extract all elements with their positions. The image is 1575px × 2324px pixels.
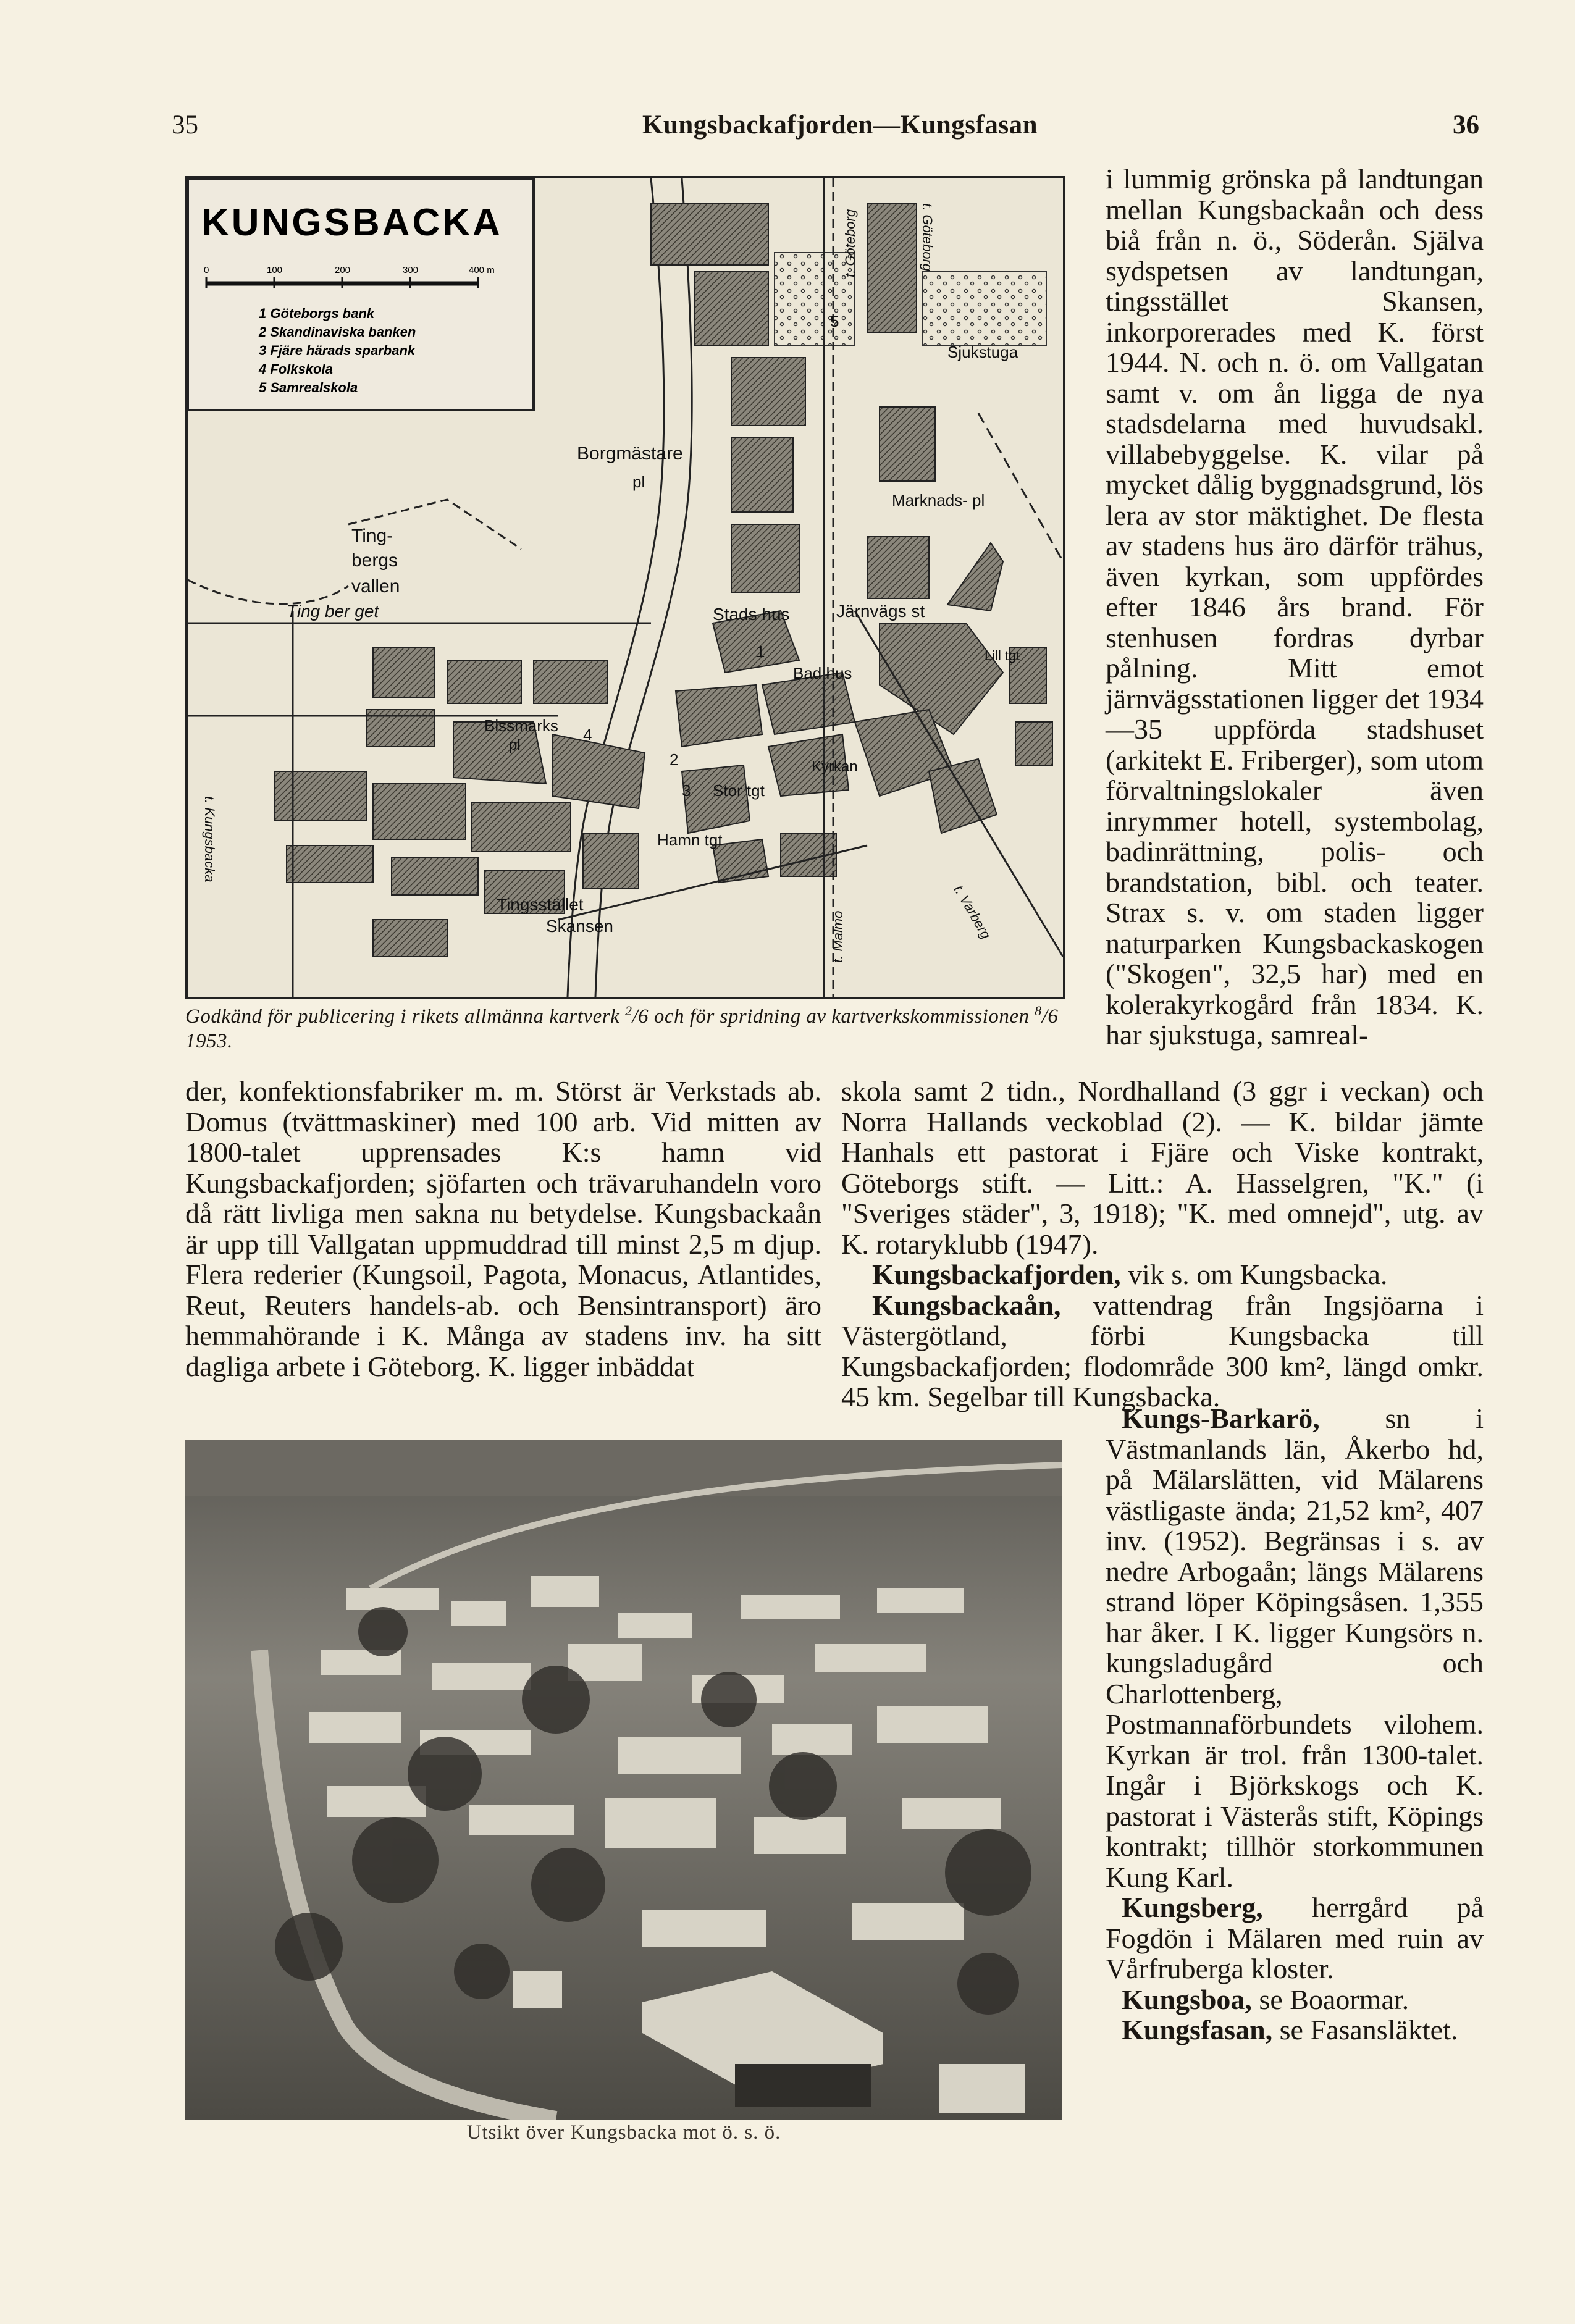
map-label: t. Göteborg: [842, 209, 858, 277]
map-label: pl: [509, 737, 521, 753]
scale-label: 400 m: [469, 265, 495, 275]
map-caption-sub: 6: [1048, 1005, 1059, 1028]
map-label: Bad hus: [793, 664, 852, 682]
map-label: t. Malmö: [830, 910, 846, 963]
page-number-left: 35: [172, 111, 198, 140]
town-map: [185, 176, 1065, 999]
map-label: t. Kungsbacka: [202, 796, 217, 883]
legend-item: 2 Skandinaviska banken: [259, 324, 416, 340]
entry-body: sn i Västmanlands län, Åkerbo hd, på Mälarslätten, vid Mälarens västligaste ända; 21,52 km², 407 inv. (1952). Begränsas i s. av nedre Arbogaån; längs Mälarens strand löper Köpingsåsen. 1,355 har åker. I K. ligger Kungsörs n. kungsladugård och Charlottenberg, Postmannaförbundets vilohem. Kyrkan är trol. från 1300-talet. Ingår i Björkskogs och K. pastorat i Västerås stift, Köpings kontrakt; tillhör storkommunen Kung Karl.: [1106, 1403, 1484, 1893]
map-label: Stads hus: [713, 605, 790, 624]
entry-kungsbackafjorden: [841, 1259, 1484, 1290]
map-caption-year: 1953.: [185, 1030, 233, 1052]
map-label: 4: [583, 726, 592, 744]
map-label: 3: [682, 781, 691, 800]
body-paragraph: der, konfektionsfabriker m. m. Störst är Verkstads ab. Domus (tvättmaskiner) med 100 arb. Vid mitten av 1800-talet upprensades K:s hamn vid Kungsbackafjorden; sjöfarten och trävaruhandeln voro då rätt livliga men sakna nu betydelse. Kungsbackaån är upp till Vallgatan uppmuddrad till minst 2,5 m djup. Flera rederier (Kungsoil, Pagota, Monacus, Atlantides, Reut, Reuters handels-ab. och Bensintransport) äro hemmahörande i K. Många av stadens inv. ha sitt dagliga arbete i Göteborg. K. ligger inbäddat: [185, 1075, 821, 1382]
scale-label: 0: [204, 265, 209, 275]
map-label: pl: [632, 472, 645, 491]
map-caption-sub: 6: [638, 1005, 649, 1028]
entry-kungs-barkaro: [1106, 1403, 1484, 1892]
aerial-photo: [185, 1440, 1062, 2120]
body-paragraph: i lummig grönska på landtungan mellan Kungsbackaån och dess biå från n. ö., Söderån. Själva sydspetsen av landtungan, tingsstället Skansen, inkorporerades med K. först 1944. N. och n. ö. om Vallgatan samt v. om ån ligga de nya stadsdelarna med huvudsakl. villabebyggelse. K. vilar på mycket dålig byggnadsgrund, lös lera av stor mäktighet. De flesta av stadens hus äro därför trähus, även kyrkan, som uppfördes efter 1846 års brand. För stenhusen fordras dyrbar pålning. Mitt emot järnvägsstationen ligger det 1934—35 uppförda stadshuset (arkitekt E. Friberger), som utom förvaltningslokaler även inrymmer hotell, systembolag, badinrättning, polis- och brandstation, bibl. och teater. Strax s. v. om staden ligger naturparken Kungsbackaskogen ("Skogen", 32,5 har) med en kolerakyrkogård från 1834. K. har sjukstuga, samreal-: [1106, 163, 1484, 1051]
map-label: Kyrkan: [812, 758, 858, 775]
entry-body: se Fasansläktet.: [1272, 2014, 1458, 2045]
entry-body: vattendrag från Ingsjöarna i Västergötland, förbi Kungsbacka till Kungsbackafjorden; flodområde 300 km², längd omkr. 45 km. Segelbar till Kungsbacka.: [841, 1289, 1484, 1412]
entry-headword: Kungsbackaån,: [872, 1289, 1061, 1321]
middle-column: [841, 1076, 1484, 1412]
map-label: Ting-: [351, 526, 393, 546]
entry-headword: Kungsberg,: [1122, 1892, 1263, 1923]
map-caption: [185, 999, 1072, 1054]
map-label: bergs: [351, 550, 398, 571]
legend-item: 5 Samrealskola: [259, 380, 358, 395]
scale-label: 200: [335, 265, 351, 275]
map-label: Stor tgt: [713, 781, 765, 800]
map-caption-sup: 8: [1035, 1003, 1042, 1018]
map-label: Skansen: [546, 917, 613, 936]
map-caption-text: och för spridning av kartverkskommissionen: [649, 1005, 1030, 1028]
map-label: 2: [670, 750, 679, 769]
entry-kungsbackaan: [841, 1290, 1484, 1412]
map-label: t. Göteborg: [920, 203, 935, 272]
entry-kungsboa: [1106, 1984, 1484, 2015]
map-label: Lill tgt: [985, 648, 1020, 663]
running-title: Kungsbackafjorden—Kungsfasan: [642, 111, 1038, 140]
entry-headword: Kungsboa,: [1122, 1983, 1252, 2015]
left-column: [185, 1076, 821, 1382]
map-label: t. Varberg: [951, 883, 994, 942]
entry-body: se Boaormar.: [1251, 1983, 1409, 2015]
right-column: [1106, 164, 1484, 1051]
right-lower-column: [1106, 1403, 1484, 2045]
entry-body: herrgård på Fogdön i Mälaren med ruin av Vårfruberga kloster.: [1106, 1892, 1484, 1984]
map-label: 5: [830, 312, 839, 330]
scale-label: 300: [403, 265, 419, 275]
map-label: Marknads- pl: [892, 491, 985, 510]
map-label: 1: [756, 642, 765, 661]
photo-caption: Utsikt över Kungsbacka mot ö. s. ö.: [466, 2121, 781, 2144]
map-caption-slash: /: [632, 1005, 639, 1028]
map-label: Järnvägs st: [836, 602, 925, 621]
legend-item: 1 Göteborgs bank: [259, 306, 375, 321]
entry-kungsfasan: [1106, 2015, 1484, 2045]
map-label: Sjukstuga: [947, 343, 1018, 361]
map-caption-text: Godkänd för publicering i rikets allmänna kartverk: [185, 1005, 620, 1028]
map-legend: [188, 178, 534, 410]
body-paragraph: skola samt 2 tidn., Nordhalland (3 ggr i veckan) och Norra Hallands veckoblad (2). — K. bildar jämte Hanhals ett pastorat i Fjäre och Viske kontrakt, Göteborgs stift. — Litt.: A. Hasselgren, "K." (i "Sveriges städer", 3, 1918); "K. med omnejd", utg. av K. rotaryklubb (1947).: [841, 1075, 1484, 1260]
map-label: Tingsstället: [497, 895, 584, 914]
map-label: Borgmästare: [577, 443, 683, 464]
entry-kungsberg: [1106, 1892, 1484, 1984]
legend-item: 3 Fjäre härads sparbank: [259, 343, 416, 358]
map-label: vallen: [351, 576, 400, 597]
scale-label: 100: [267, 265, 283, 275]
map-label: Bissmarks: [484, 716, 558, 735]
entry-headword: Kungsfasan,: [1122, 2014, 1273, 2045]
legend-item: 4 Folkskola: [259, 361, 333, 377]
entry-body: vik s. om Kungsbacka.: [1120, 1259, 1388, 1290]
entry-headword: Kungs-Barkarö,: [1122, 1403, 1320, 1434]
map-label: Hamn tgt: [657, 831, 723, 849]
map-title: KUNGSBACKA: [201, 201, 503, 244]
map-caption-sup: 2: [624, 1003, 632, 1018]
map-caption-slash: /: [1041, 1005, 1048, 1028]
entry-headword: Kungsbackafjorden,: [872, 1259, 1121, 1290]
page-number-right: 36: [1453, 111, 1479, 140]
map-label: Ting ber get: [287, 602, 379, 621]
